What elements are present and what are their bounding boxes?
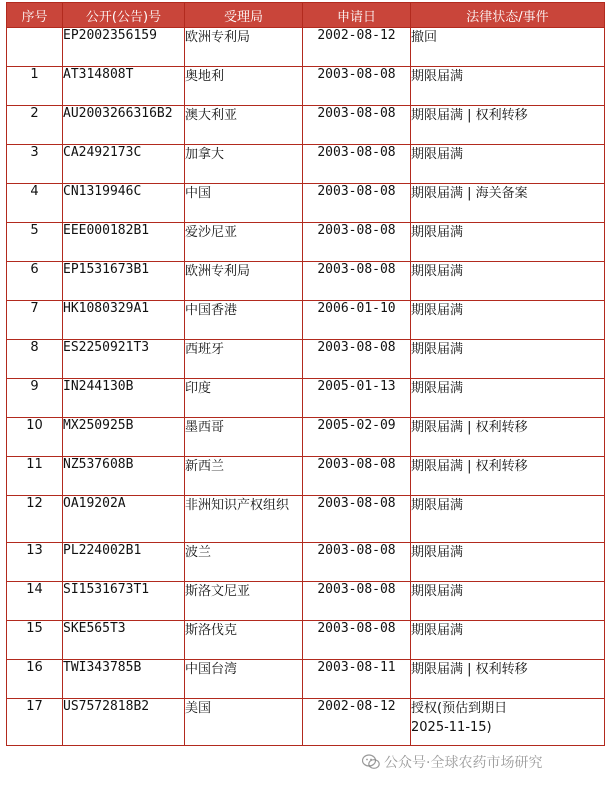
- cell-filing-date: 2003-08-08: [303, 67, 411, 106]
- cell-legal-status: 期限届满 | 权利转移: [411, 418, 605, 457]
- table-row: [7, 28, 605, 67]
- cell-legal-status: 期限届满: [411, 223, 605, 262]
- cell-publication-number: PL224002B1: [63, 543, 185, 582]
- table-row: [7, 106, 605, 145]
- cell-legal-status: 期限届满 | 权利转移: [411, 660, 605, 699]
- cell-publication-number: HK1080329A1: [63, 301, 185, 340]
- table-row: [7, 262, 605, 301]
- cell-no: 3: [7, 145, 63, 184]
- table-row: [7, 418, 605, 457]
- cell-filing-date: 2005-02-09: [303, 418, 411, 457]
- cell-publication-number: OA19202A: [63, 496, 185, 543]
- cell-publication-number: CA2492173C: [63, 145, 185, 184]
- cell-publication-number: TWI343785B: [63, 660, 185, 699]
- cell-office: 新西兰: [185, 457, 303, 496]
- cell-legal-status: 期限届满: [411, 67, 605, 106]
- cell-legal-status: 期限届满 | 权利转移: [411, 457, 605, 496]
- cell-filing-date: 2002-08-12: [303, 28, 411, 67]
- cell-legal-status: 期限届满: [411, 496, 605, 543]
- cell-office: 澳大利亚: [185, 106, 303, 145]
- watermark-text: 公众号·全球农药市场研究: [384, 755, 543, 771]
- table-row: [7, 621, 605, 660]
- cell-no: 11: [7, 457, 63, 496]
- table-row: [7, 496, 605, 543]
- header-publication-number: 公开(公告)号: [63, 3, 185, 28]
- cell-no: [7, 28, 63, 67]
- cell-no: 12: [7, 496, 63, 543]
- cell-publication-number: ES2250921T3: [63, 340, 185, 379]
- cell-filing-date: 2003-08-08: [303, 106, 411, 145]
- cell-filing-date: 2003-08-08: [303, 457, 411, 496]
- table-row: [7, 543, 605, 582]
- cell-office: 中国台湾: [185, 660, 303, 699]
- cell-no: 4: [7, 184, 63, 223]
- cell-publication-number: MX250925B: [63, 418, 185, 457]
- cell-filing-date: 2003-08-08: [303, 582, 411, 621]
- table-header-row: [7, 3, 605, 28]
- cell-publication-number: AU2003266316B2: [63, 106, 185, 145]
- cell-filing-date: 2002-08-12: [303, 699, 411, 746]
- cell-office: 波兰: [185, 543, 303, 582]
- cell-no: 2: [7, 106, 63, 145]
- cell-legal-status: 期限届满: [411, 582, 605, 621]
- cell-no: 1: [7, 67, 63, 106]
- cell-no: 14: [7, 582, 63, 621]
- cell-no: 15: [7, 621, 63, 660]
- cell-legal-status: 期限届满: [411, 621, 605, 660]
- cell-no: 5: [7, 223, 63, 262]
- cell-filing-date: 2003-08-08: [303, 262, 411, 301]
- table-row: [7, 301, 605, 340]
- cell-legal-status: 撤回: [411, 28, 605, 67]
- cell-office: 欧洲专利局: [185, 262, 303, 301]
- cell-legal-status: 期限届满: [411, 301, 605, 340]
- table-row: [7, 660, 605, 699]
- cell-filing-date: 2003-08-08: [303, 340, 411, 379]
- cell-legal-status: 授权(预估到期日 2025-11-15): [411, 699, 605, 746]
- cell-publication-number: EP2002356159: [63, 28, 185, 67]
- header-no: 序号: [7, 3, 63, 28]
- table-row: [7, 699, 605, 746]
- cell-office: 印度: [185, 379, 303, 418]
- cell-publication-number: EP1531673B1: [63, 262, 185, 301]
- cell-office: 斯洛文尼亚: [185, 582, 303, 621]
- cell-office: 中国香港: [185, 301, 303, 340]
- cell-publication-number: SKE565T3: [63, 621, 185, 660]
- cell-office: 加拿大: [185, 145, 303, 184]
- cell-publication-number: EEE000182B1: [63, 223, 185, 262]
- cell-filing-date: 2003-08-08: [303, 543, 411, 582]
- cell-no: 7: [7, 301, 63, 340]
- cell-publication-number: SI1531673T1: [63, 582, 185, 621]
- cell-office: 爱沙尼亚: [185, 223, 303, 262]
- cell-legal-status: 期限届满: [411, 262, 605, 301]
- cell-no: 17: [7, 699, 63, 746]
- watermark: [362, 752, 542, 772]
- cell-legal-status: 期限届满 | 权利转移: [411, 106, 605, 145]
- cell-office: 斯洛伐克: [185, 621, 303, 660]
- cell-publication-number: US7572818B2: [63, 699, 185, 746]
- cell-no: 9: [7, 379, 63, 418]
- table-row: [7, 145, 605, 184]
- cell-filing-date: 2003-08-08: [303, 496, 411, 543]
- patent-family-table: [6, 2, 605, 746]
- table-row: [7, 457, 605, 496]
- table-row: [7, 67, 605, 106]
- cell-legal-status: 期限届满: [411, 340, 605, 379]
- table-body: [7, 28, 605, 746]
- cell-legal-status: 期限届满: [411, 145, 605, 184]
- cell-office: 非洲知识产权组织: [185, 496, 303, 543]
- cell-legal-status: 期限届满: [411, 543, 605, 582]
- cell-filing-date: 2003-08-08: [303, 184, 411, 223]
- cell-publication-number: IN244130B: [63, 379, 185, 418]
- cell-publication-number: CN1319946C: [63, 184, 185, 223]
- cell-no: 8: [7, 340, 63, 379]
- cell-office: 西班牙: [185, 340, 303, 379]
- cell-legal-status: 期限届满 | 海关备案: [411, 184, 605, 223]
- cell-filing-date: 2006-01-10: [303, 301, 411, 340]
- cell-filing-date: 2005-01-13: [303, 379, 411, 418]
- cell-office: 奥地利: [185, 67, 303, 106]
- header-legal-status: 法律状态/事件: [411, 3, 605, 28]
- cell-office: 美国: [185, 699, 303, 746]
- cell-filing-date: 2003-08-11: [303, 660, 411, 699]
- table-row: [7, 340, 605, 379]
- cell-office: 墨西哥: [185, 418, 303, 457]
- cell-filing-date: 2003-08-08: [303, 145, 411, 184]
- cell-office: 中国: [185, 184, 303, 223]
- cell-no: 16: [7, 660, 63, 699]
- cell-no: 6: [7, 262, 63, 301]
- cell-office: 欧洲专利局: [185, 28, 303, 67]
- wechat-icon: [362, 754, 380, 770]
- table-row: [7, 184, 605, 223]
- cell-publication-number: AT314808T: [63, 67, 185, 106]
- table-row: [7, 582, 605, 621]
- table-row: [7, 223, 605, 262]
- cell-legal-status: 期限届满: [411, 379, 605, 418]
- cell-filing-date: 2003-08-08: [303, 223, 411, 262]
- table-row: [7, 379, 605, 418]
- cell-publication-number: NZ537608B: [63, 457, 185, 496]
- cell-filing-date: 2003-08-08: [303, 621, 411, 660]
- cell-no: 13: [7, 543, 63, 582]
- cell-no: 10: [7, 418, 63, 457]
- header-filing-date: 申请日: [303, 3, 411, 28]
- header-office: 受理局: [185, 3, 303, 28]
